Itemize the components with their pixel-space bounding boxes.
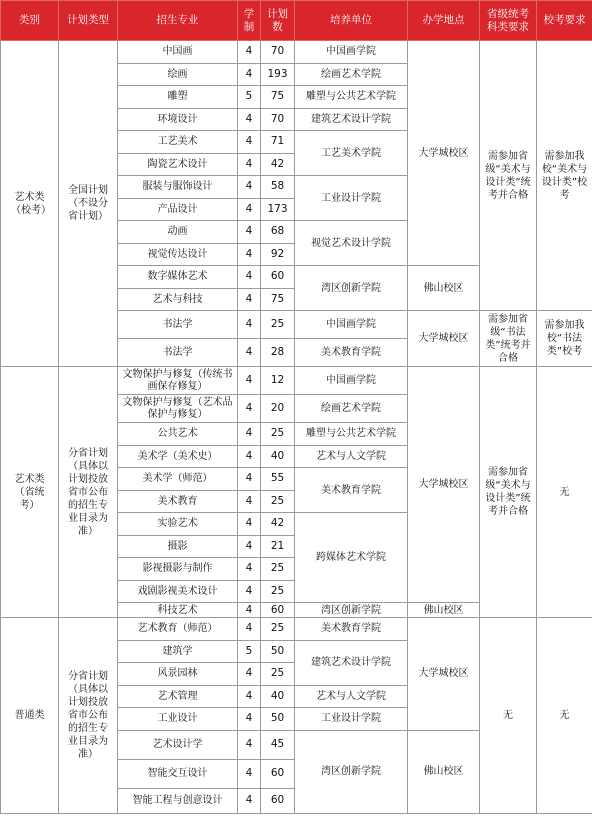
years-cell: 4 [238,131,261,154]
quota-cell: 25 [261,423,295,446]
unit-cell: 湾区创新学院 [295,603,408,618]
unit-cell: 工业设计学院 [295,708,408,731]
major-cell: 书法学 [118,311,238,339]
major-cell: 风景园林 [118,663,238,686]
major-cell: 摄影 [118,535,238,558]
header-quota: 计划数 [261,1,295,41]
major-cell: 艺术设计学 [118,730,238,759]
unit-cell: 绘画艺术学院 [295,395,408,423]
unit-cell: 中国画学院 [295,41,408,64]
years-cell: 4 [238,535,261,558]
unit-cell: 湾区创新学院 [295,266,408,311]
years-cell: 4 [238,759,261,788]
years-cell: 4 [238,266,261,289]
provincial-exam-cell: 无 [480,618,537,814]
unit-cell: 艺术与人文学院 [295,685,408,708]
campus-cell: 大学城校区 [408,311,480,367]
unit-cell: 绘画艺术学院 [295,63,408,86]
unit-cell: 美术教育学院 [295,339,408,367]
major-cell: 实验艺术 [118,513,238,536]
quota-cell: 60 [261,759,295,788]
quota-cell: 25 [261,558,295,581]
unit-cell: 工业设计学院 [295,176,408,221]
years-cell: 4 [238,618,261,641]
years-cell: 4 [238,490,261,513]
years-cell: 4 [238,603,261,618]
unit-cell: 美术教育学院 [295,618,408,641]
years-cell: 5 [238,86,261,109]
years-cell: 4 [238,468,261,491]
major-cell: 智能交互设计 [118,759,238,788]
campus-cell: 大学城校区 [408,41,480,266]
quota-cell: 70 [261,41,295,64]
campus-cell: 佛山校区 [408,730,480,813]
major-cell: 公共艺术 [118,423,238,446]
years-cell: 4 [238,153,261,176]
major-cell: 视觉传达设计 [118,243,238,266]
major-cell: 绘画 [118,63,238,86]
quota-cell: 75 [261,288,295,311]
campus-cell: 佛山校区 [408,266,480,311]
quota-cell: 25 [261,580,295,603]
years-cell: 5 [238,640,261,663]
major-cell: 艺术管理 [118,685,238,708]
quota-cell: 21 [261,535,295,558]
major-cell: 艺术教育（师范） [118,618,238,641]
years-cell: 4 [238,708,261,731]
years-cell: 4 [238,63,261,86]
quota-cell: 60 [261,788,295,813]
quota-cell: 25 [261,618,295,641]
quota-cell: 193 [261,63,295,86]
years-cell: 4 [238,445,261,468]
major-cell: 戏剧影视美术设计 [118,580,238,603]
major-cell: 美术学（美术史） [118,445,238,468]
years-cell: 4 [238,395,261,423]
campus-cell: 大学城校区 [408,618,480,731]
quota-cell: 60 [261,603,295,618]
school-exam-cell: 需参加我校“美术与设计类”校考 [537,41,592,311]
major-cell: 服装与服饰设计 [118,176,238,199]
plan-type-cell: 分省计划（具体以计划投放省市公布的招生专业目录为准） [59,618,118,814]
years-cell: 4 [238,580,261,603]
header-major: 招生专业 [118,1,238,41]
unit-cell: 建筑艺术设计学院 [295,640,408,685]
header-provincial-exam: 省级统考科类要求 [480,1,537,41]
years-cell: 4 [238,730,261,759]
years-cell: 4 [238,423,261,446]
quota-cell: 60 [261,266,295,289]
header-unit: 培养单位 [295,1,408,41]
category-cell: 普通类 [1,618,59,814]
years-cell: 4 [238,243,261,266]
major-cell: 工业设计 [118,708,238,731]
quota-cell: 68 [261,221,295,244]
campus-cell: 佛山校区 [408,603,480,618]
quota-cell: 25 [261,663,295,686]
unit-cell: 湾区创新学院 [295,730,408,813]
quota-cell: 42 [261,153,295,176]
quota-cell: 75 [261,86,295,109]
provincial-exam-cell: 需参加省级“书法类”统考并合格 [480,311,537,367]
provincial-exam-cell: 需参加省级“美术与设计类”统考并合格 [480,41,537,311]
major-cell: 美术教育 [118,490,238,513]
header-school-exam: 校考要求 [537,1,592,41]
header-campus: 办学地点 [408,1,480,41]
major-cell: 动画 [118,221,238,244]
table-row [1,618,592,641]
major-cell: 艺术与科技 [118,288,238,311]
major-cell: 数字媒体艺术 [118,266,238,289]
school-exam-cell: 无 [537,618,592,814]
unit-cell: 美术教育学院 [295,468,408,513]
major-cell: 陶瓷艺术设计 [118,153,238,176]
header-row [1,1,592,41]
plan-type-cell: 分省计划（具体以计划投放省市公布的招生专业目录为准） [59,367,118,618]
quota-cell: 28 [261,339,295,367]
table-row [1,41,592,64]
years-cell: 4 [238,788,261,813]
campus-cell: 大学城校区 [408,367,480,603]
major-cell: 科技艺术 [118,603,238,618]
category-cell: 艺术类（省统考） [1,367,59,618]
years-cell: 4 [238,221,261,244]
table-row [1,367,592,395]
quota-cell: 25 [261,311,295,339]
major-cell: 中国画 [118,41,238,64]
major-cell: 美术学（师范） [118,468,238,491]
unit-cell: 艺术与人文学院 [295,445,408,468]
major-cell: 雕塑 [118,86,238,109]
years-cell: 4 [238,108,261,131]
quota-cell: 20 [261,395,295,423]
major-cell: 影视摄影与制作 [118,558,238,581]
unit-cell: 跨媒体艺术学院 [295,513,408,603]
years-cell: 4 [238,41,261,64]
unit-cell: 工艺美术学院 [295,131,408,176]
quota-cell: 173 [261,198,295,221]
major-cell: 文物保护与修复（传统书画保存修复） [118,367,238,395]
quota-cell: 71 [261,131,295,154]
years-cell: 4 [238,663,261,686]
school-exam-cell: 需参加我校“书法类”校考 [537,311,592,367]
quota-cell: 50 [261,708,295,731]
unit-cell: 建筑艺术设计学院 [295,108,408,131]
major-cell: 文物保护与修复（艺术品保护与修复） [118,395,238,423]
years-cell: 4 [238,311,261,339]
unit-cell: 视觉艺术设计学院 [295,221,408,266]
years-cell: 4 [238,367,261,395]
quota-cell: 50 [261,640,295,663]
major-cell: 书法学 [118,339,238,367]
quota-cell: 55 [261,468,295,491]
major-cell: 建筑学 [118,640,238,663]
quota-cell: 42 [261,513,295,536]
header-years: 学制 [238,1,261,41]
years-cell: 4 [238,198,261,221]
plan-type-cell: 全国计划（不设分省计划） [59,41,118,367]
quota-cell: 25 [261,490,295,513]
years-cell: 4 [238,513,261,536]
unit-cell: 中国画学院 [295,367,408,395]
quota-cell: 70 [261,108,295,131]
years-cell: 4 [238,288,261,311]
years-cell: 4 [238,558,261,581]
category-cell: 艺术类（校考） [1,41,59,367]
major-cell: 工艺美术 [118,131,238,154]
years-cell: 4 [238,685,261,708]
quota-cell: 12 [261,367,295,395]
years-cell: 4 [238,176,261,199]
quota-cell: 45 [261,730,295,759]
major-cell: 环境设计 [118,108,238,131]
header-plan-type: 计划类型 [59,1,118,41]
quota-cell: 58 [261,176,295,199]
major-cell: 产品设计 [118,198,238,221]
unit-cell: 雕塑与公共艺术学院 [295,423,408,446]
quota-cell: 40 [261,685,295,708]
quota-cell: 92 [261,243,295,266]
header-category: 类别 [1,1,59,41]
years-cell: 4 [238,339,261,367]
unit-cell: 雕塑与公共艺术学院 [295,86,408,109]
unit-cell: 中国画学院 [295,311,408,339]
quota-cell: 40 [261,445,295,468]
provincial-exam-cell: 需参加省级“美术与设计类”统考并合格 [480,367,537,618]
school-exam-cell: 无 [537,367,592,618]
major-cell: 智能工程与创意设计 [118,788,238,813]
